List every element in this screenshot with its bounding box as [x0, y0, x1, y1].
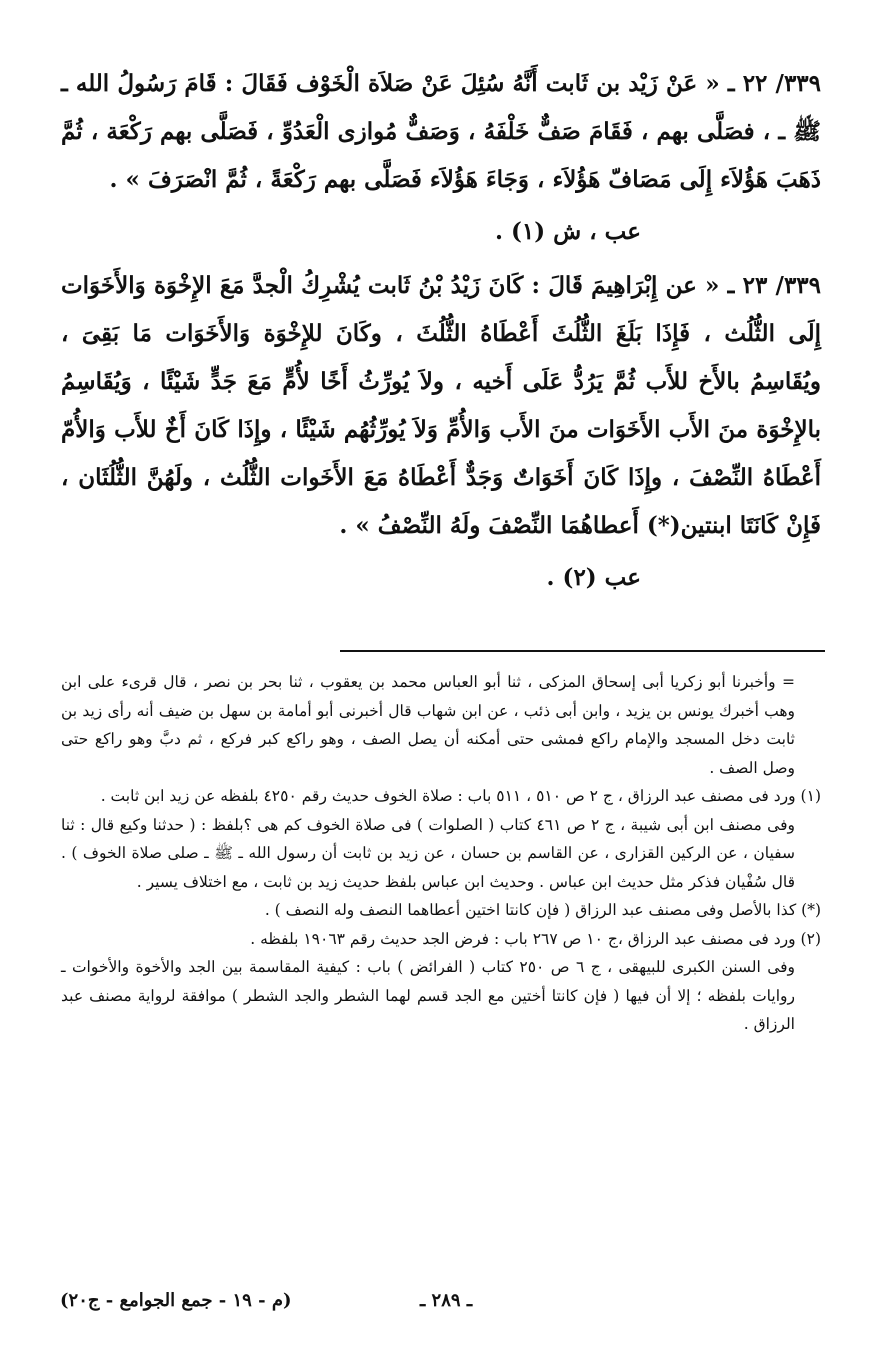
footnotes — [61, 668, 821, 1039]
main-text — [61, 60, 821, 602]
hadith-text: ٣٣٩/ ٢٣ ـ « عن إِبْرَاهِيمَ قَالَ : كَانَ زَيْدُ بْنُ ثَابت يُشْرِكُ الْجدَّ مَعَ الإِخْوَة وَالأَخَوَات إِلَى الثُّلُث ، فَإِذَا بَلَغَ الثُّلُثَ أَعْطَاهُ الثُّلُثَ ، وكَانَ للإِخْوَة وَالأَخَوَات مَا بَقِىَ ، ويُقَاسِمُ بالأَخ للأَب ثُمَّ يَرُدُّ عَلَى أَخيه ، ولاَ يُورِّثُ أَخًا لأُمٍّ مَعَ جَدٍّ شَيْئًا ، وَيُقَاسِمُ بالإِخْوَة منَ الأَب الأَخَوَات منَ الأَب وَالأُمِّ وَلاَ يُورِّثُهُم شَيْئًا ، وإِذَا كَانَ أَخٌ للأَب وَالأُمّ أَعْطَاهُ النِّصْفَ ، وإِذَا كَانَ أَخَوَاتٌ وَجَدٌّ أَعْطَاهُ مَعَ الأَخَوات الثُّلُث ، ولَهُنَّ الثُّلُثَان ، فَإِنْ كَانَتَا ابنتين(*) أَعطاهُمَا النِّصْفَ ولَهُ النِّصْفُ » . — [61, 272, 821, 539]
footnote-paragraph: وفى مصنف ابن أبى شيبة ، ج ٢ ص ٤٦١ كتاب ( الصلوات ) فى صلاة الخوف كم هى ؟بلفظ : ( حدثنا وكيع قال : ثنا سفيان ، عن الركين القزارى ، عن القاسم بن حسان ، عن زيد بن ثابت أن رسول الله ـ ﷺ ـ صلى صلاة الخوف ) . قال سُفْيان فذكر مثل حديث ابن عباس . وحديث ابن عباس بلفظ حديث زيد بن ثابت ، مع اختلاف يسير . — [61, 815, 795, 891]
hadith-source: عب (٢) . — [546, 564, 641, 591]
footnote-paragraph: وفى السنن الكبرى للبيهقى ، ج ٦ ص ٢٥٠ كتاب ( الفرائض ) باب : كيفية المقاسمة بين الجد والأخوة والأخوات ـ روايات بلفظه ؛ إلا أن فيها ( فإن كانتا أختين مع الجد قسم لهما الشطر والجد الشطر ) موافقة لرواية مصنف عبد الرزاق . — [61, 958, 796, 1033]
hadith-source: عب ، ش (١) . — [495, 218, 641, 245]
footnote-continuation: = وأخبرنا أبو زكريا أبى إسحاق المزكى ، ثنا أبو العباس محمد بن يعقوب ، ثنا بحر بن نصر ، قال قرىء على ابن وهب أخبرك يونس بن يزيد ، وابن أبى ذئب ، عن ابن شهاب قال أخبرنى أبو أمامة بن سهل بن ضيف أنه رأى زيد بن ثابت دخل المسجد والإمام راكع فمشى حتى أمكنه أن يصل الصف ، وهو راكع كبر فركع ، ثم دبَّ وهو راكع حتى وصل الصف . — [61, 673, 795, 777]
footnote-asterisk: (*) كذا بالأصل وفى مصنف عبد الرزاق ( فإن كانتا اختين أعطاهما النصف وله النصف ) . — [264, 901, 821, 919]
footnote-divider — [340, 650, 825, 652]
footnote: (١) ورد فى مصنف عبد الرزاق ، ج ٢ ص ٥١٠ ، ٥١١ باب : صلاة الخوف حديث رقم ٤٢٥٠ بلفظه عن زيد ابن ثابت . — [100, 787, 821, 805]
page-footer — [40, 1290, 860, 1330]
printer-signature: (م - ١٩ - جمع الجوامع - ج٢٠) — [60, 1290, 292, 1311]
footnote: (٢) ورد فى مصنف عبد الرزاق ،ج ١٠ ص ٢٦٧ باب : فرض الجد حديث رقم ١٩٠٦٣ بلفظه . — [250, 929, 821, 948]
page-number: ـ ٢٨٩ ـ — [420, 1290, 473, 1311]
hadith-text: ٣٣٩/ ٢٢ ـ « عَنْ زَيْد بن ثَابت أَنَّهُ سُئِلَ عَنْ صَلاَة الْخَوْف فَقَالَ : قَامَ رَسُولُ الله ـ ﷺ ـ ، فصَلَّى بهم ، فَقَامَ صَفٌّ خَلْفَهُ ، وَصَفٌّ مُوازى الْعَدُوِّ ، فَصَلَّى بهم رَكْعَة ، ثُمَّ ذَهَبَ هَؤُلاَء إِلَى مَصَافّ هَؤُلاَء ، وَجَاءَ هَؤُلاَء فَصَلَّى بهم رَكْعَةً ، ثُمَّ انْصَرَفَ » . — [61, 70, 821, 193]
